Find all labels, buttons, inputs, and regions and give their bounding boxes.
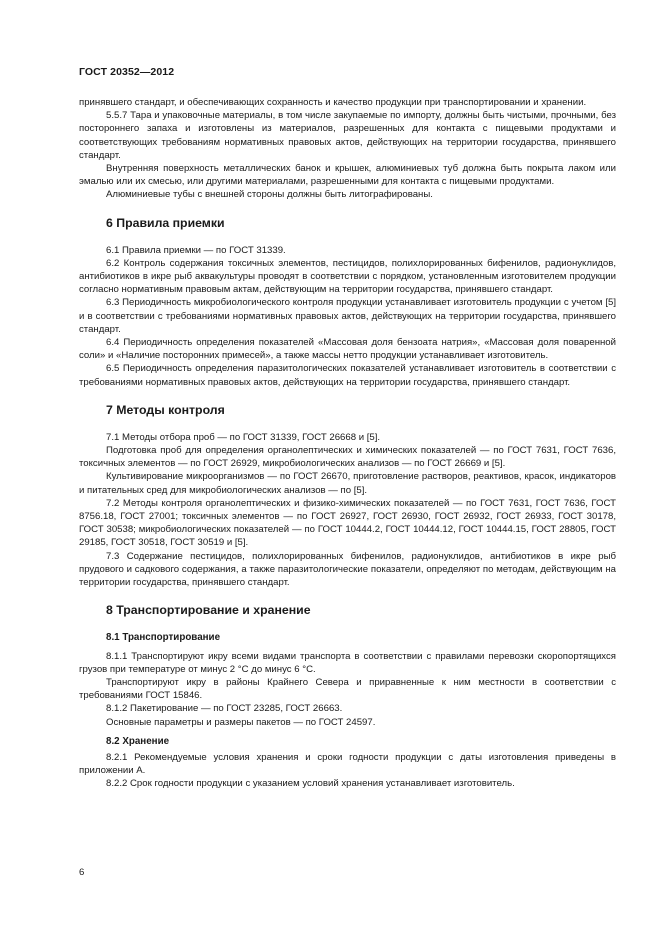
paragraph: 7.3 Содержание пестицидов, полихлорированных бифенилов, радионуклидов, антибиотиков в икре рыб прудового и садкового содержания, а также паразитологические показатели, определяют по методам, действующим на территории государства, принявшего стандарт. (79, 550, 616, 589)
section-heading-6: 6 Правила приемки (106, 215, 225, 230)
paragraph: 8.2.1 Рекомендуемые условия хранения и сроки годности продукции с даты изготовления приведены в приложении А. (79, 751, 616, 777)
paragraph: принявшего стандарт, и обеспечивающих сохранность и качество продукции при транспортировании и хранении. (79, 97, 587, 108)
paragraph: Транспортируют икру в районы Крайнего Севера и приравненные к ним местности в соответствии с требованиями ГОСТ 15846. (79, 676, 616, 702)
paragraph: 8.2.2 Срок годности продукции с указанием условий хранения устанавливает изготовитель. (106, 778, 515, 790)
paragraph: 6.4 Периодичность определения показателей «Массовая доля бензоата натрия», «Массовая доля поваренной соли» и «Наличие посторонних примесей», а также массы нетто продукции устанавливает изготовитель. (79, 337, 616, 362)
paragraph: 6.3 Периодичность микробиологического контроля продукции устанавливает изготовитель продукции с учетом [5] и в соответствии с требованиями нормативных правовых актов, действующих на территории государства, принявшего стандарт. (79, 297, 616, 335)
paragraph: Основные параметры и размеры пакетов — по ГОСТ 24597. (106, 716, 376, 728)
document-header: ГОСТ 20352—2012 (79, 66, 175, 78)
paragraph: 8.1.2 Пакетирование — по ГОСТ 23285, ГОСТ 26663. (106, 703, 343, 715)
page-number: 6 (79, 867, 85, 878)
paragraph: 6.1 Правила приемки — по ГОСТ 31339. (106, 244, 286, 256)
paragraph: Внутренняя поверхность металлических банок и крышек, алюминиевых туб должна быть покрыта лаком или эмалью или их смесью, или другими материалами, разрешенными для контакта с пищевыми продуктами. (79, 163, 616, 188)
section-heading-8: 8 Транспортирование и хранение (106, 603, 311, 618)
paragraph: 8.1.1 Транспортируют икру всеми видами транспорта в соответствии с правилами перевозки скоропортящихся грузов при температуре от минус 2 °С до минус 6 °С. (79, 650, 616, 675)
subsection-heading-8-2: 8.2 Хранение (106, 735, 170, 747)
paragraph: Подготовка проб для определения органолептических и химических показателей — по ГОСТ 7631, ГОСТ 7636, токсичных элементов — по ГОСТ 26929, микробиологических анализов — по ГОСТ 26669 и [5]. (79, 445, 616, 470)
section-heading-7: 7 Методы контроля (106, 402, 225, 417)
paragraph: Алюминиевые тубы с внешней стороны должны быть литографированы. (106, 189, 433, 201)
paragraph: Культивирование микроорганизмов — по ГОСТ 26670, приготовление растворов, реактивов, красок, индикаторов и питательных сред для микробиологических анализов — по [5]. (79, 471, 616, 496)
document-body (79, 96, 616, 791)
paragraph: 7.2 Методы контроля органолептических и физико-химических показателей — по ГОСТ 7631, ГОСТ 7636, ГОСТ 8756.18, ГОСТ 27001; токсичных элементов — по ГОСТ 26927, ГОСТ 26930, ГОСТ 26932, ГОСТ 26933, ГОСТ 30178, ГОСТ 30538; микробиологических показателей — по ГОСТ 10444.2, ГОСТ 10444.12, ГОСТ 10444.15, ГОСТ 28805, ГОСТ 29185, ГОСТ 30518, ГОСТ 30519 и [5]. (79, 497, 616, 549)
paragraph: 5.5.7 Тара и упаковочные материалы, в том числе закупаемые по импорту, должны быть чистыми, прочными, без постороннего запаха и изготовлены из материалов, разрешенных для контакта с пищевыми продуктами и соответствующих требованиям нормативных правовых актов, действующих на территории государства, принявшего стандарт. (79, 110, 616, 161)
subsection-heading-8-1: 8.1 Транспортирование (106, 632, 221, 644)
paragraph: 7.1 Методы отбора проб — по ГОСТ 31339, ГОСТ 26668 и [5]. (106, 431, 381, 443)
paragraph: 6.2 Контроль содержания токсичных элементов, пестицидов, полихлорированных бифенилов, радионуклидов, антибиотиков в икре рыб аквакультуры проводят в соответствии с порядком, установленным изготовителем продукции согласно нормативным правовым актам, действующим на территории государства, принявшего стандарт. (79, 257, 616, 296)
paragraph: 6.5 Периодичность определения паразитологических показателей устанавливает изготовитель в соответствии с требованиями нормативных правовых актов, действующих на территории государства, принявшего стандарт. (79, 363, 616, 388)
